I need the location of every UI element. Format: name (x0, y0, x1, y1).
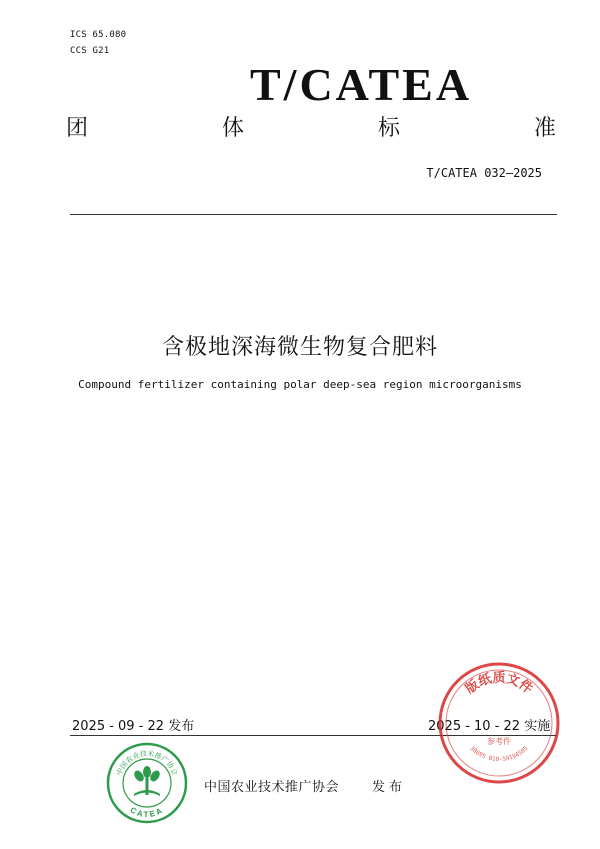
publisher-name: 中国农业技术推广协会 (204, 780, 340, 795)
stamp-arc-text: 版纸质文件 (462, 671, 536, 698)
document-title-chinese: 含极地深海微生物复合肥料 (161, 335, 438, 360)
standard-type-char: 准 (533, 116, 556, 141)
standard-type-char: 体 (221, 116, 244, 141)
stamp-center-text: 参考件 (487, 737, 511, 746)
catea-logo-icon (106, 742, 188, 824)
standard-type-char: 标 (377, 116, 400, 141)
ics-code: ICS 65.080 (70, 30, 127, 40)
release-label: 发布 (372, 780, 407, 795)
standard-type-char: 团 (66, 116, 89, 141)
effective-date: 2025 - 10 - 22 实施 (428, 719, 551, 734)
standard-type-heading (66, 118, 556, 140)
stamp-bottom-text: 38695 010-59194505 (468, 744, 530, 764)
standard-brand: T/CATEA (250, 59, 473, 110)
ccs-code: CCS G21 (70, 46, 110, 56)
publish-date: 2025 - 09 - 22 发布 (72, 719, 195, 734)
logo-abbr-text: CATEA (128, 805, 166, 820)
logo-ring-text: 中国农业技术推广协会 (115, 749, 179, 777)
standard-number: T/CATEA 032—2025 (426, 166, 542, 180)
document-title-english: Compound fertilizer containing polar deep-sea region microorganisms (78, 378, 522, 391)
header-divider (70, 214, 557, 215)
seal-stamp-icon (436, 660, 562, 786)
